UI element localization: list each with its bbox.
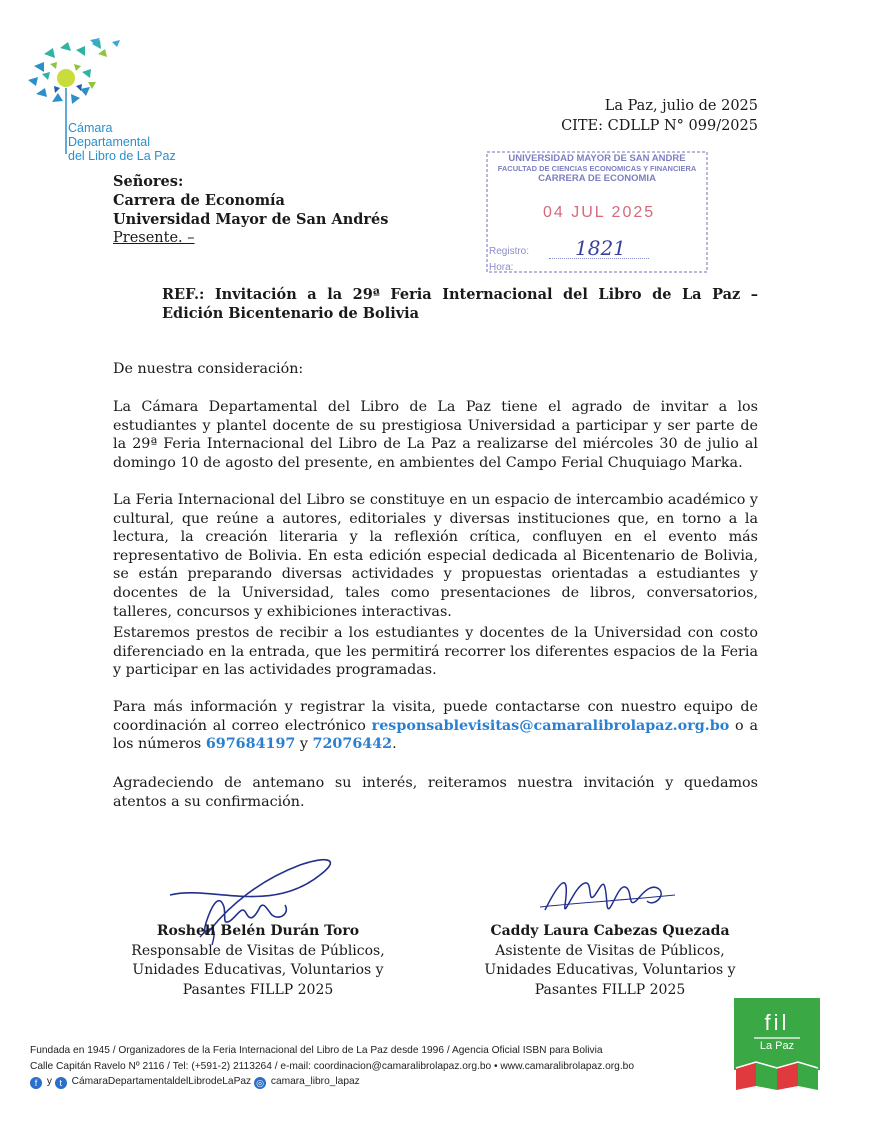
letter-header-right [561,96,758,136]
letter-footer [30,1043,720,1090]
instagram-icon[interactable]: ◎ [254,1077,266,1089]
logo-line-2: Departamental [68,135,150,149]
paragraph-3: Estaremos prestos de recibir a los estudiantes y docentes de la Universidad con costo diferenciado en la entrada, que les permitirá recorrer los diferentes espacios de la Feria y participar en las actividades programadas. [113,625,758,679]
stamp-line-2: FACULTAD DE CIENCIAS ECONOMICAS Y FINANCIERA [497,164,697,173]
signer-right-name: Caddy Laura Cabezas Quezada [490,923,730,939]
signer-left-role-3: Pasantes FILLP 2025 [182,981,334,998]
stamp-registro-value: 1821 [575,236,626,260]
footer-line-1: Fundada en 1945 / Organizadores de la Feria Internacional del Libro de La Paz desde 1996 / Agencia Oficial ISBN para Bolivia [30,1045,603,1056]
signature-block-left [118,922,398,1000]
paragraph-1: La Cámara Departamental del Libro de La Paz tiene el agrado de invitar a los estudiantes y plantel docente de su prestigiosa Universidad a participar y ser parte de la 29ª Feria Internacional del Libro de La Paz a realizarse del miércoles 30 de julio al domingo 10 de agosto del presente, en ambientes del Campo Ferial Chuquiago Marka. [113,399,758,471]
fil-la-paz-logo [734,998,820,1090]
signer-right-role-1: Asistente de Visitas de Públicos, [495,942,725,959]
p4-text-b: o a los números [113,717,758,753]
cite-number: CITE: CDLLP N° 099/2025 [561,118,758,134]
facebook-icon[interactable]: f [30,1077,42,1089]
reception-stamp [483,148,711,276]
recipient-block [113,172,388,248]
p4-text-c: y [295,736,313,753]
paragraph-5: Agradeciendo de antemano su interés, reiteramos nuestra invitación y quedamos atentos a su confirmación. [113,775,758,810]
facebook-handle[interactable]: CámaraDepartamentaldelLibrodeLaPaz [71,1076,252,1087]
reference-line: REF.: Invitación a la 29ª Feria Internacional del Libro de La Paz – Edición Bicentenario de Bolivia [162,286,758,322]
signer-left-role-2: Unidades Educativas, Voluntarios y [132,962,384,978]
p4-text-d: . [392,736,397,753]
stamp-header [491,154,703,184]
place-date: La Paz, julio de 2025 [604,98,758,114]
greeting: De nuestra consideración: [113,361,304,377]
signature-block-right [470,922,750,1000]
footer-social [30,1074,720,1090]
instagram-handle[interactable]: camara_libro_lapaz [270,1076,360,1087]
signer-left-name: Roshell Belén Durán Toro [156,923,360,939]
stamp-line-1: UNIVERSIDAD MAYOR DE SAN ANDRE [508,153,686,164]
paragraph-4 [113,698,758,754]
stamp-registro-label: Registro: [489,246,530,257]
stamp-date: 04 JUL 2025 [543,204,656,221]
fil-word: fil [764,1010,790,1035]
recipient-department: Carrera de Economía [113,192,285,209]
fil-place: La Paz [759,1040,795,1052]
social-join: y [46,1076,52,1087]
recipient-presente: Presente. – [113,230,195,246]
stamp-hora-label: Hora: [489,262,514,273]
phone-1-link[interactable]: 697684197 [205,736,296,753]
logo-line-1: Cámara [68,121,113,135]
recipient-greeting: Señores: [113,173,184,190]
signer-right-role-2: Unidades Educativas, Voluntarios y [484,962,736,978]
email-link[interactable]: responsablevisitas@camaralibrolapaz.org.bo [371,717,730,734]
p4-text-a: Para más información y registrar la visita, puede contactarse con nuestro equipo de coordinación al correo electrónico [113,699,758,734]
paragraph-2: La Feria Internacional del Libro se constituye en un espacio de intercambio académico y cultural, que reúne a autores, editoriales y diversas instituciones que, en torno a la lectura, la creación literaria y la reflexión crítica, confluyen en el evento más representativo de Bolivia. En esta edición especial dedicada al Bicentenario de Bolivia, se están preparando diversas actividades y propuestas orientadas a estudiantes y docentes de la Universidad, tales como presentaciones de libros, conversatorios, talleres, concursos y exhibiciones interactivas. [113,492,758,620]
footer-line-2: Calle Capitán Ravelo Nº 2116 / Tel: (+591-2) 2113264 / e-mail: coordinacion@camaralibrolapaz.org.bo • www.camaralibrolapaz.org.bo [30,1060,635,1072]
logo-line-3: del Libro de La Paz [68,149,176,163]
logo-wordmark [68,121,176,163]
recipient-university: Universidad Mayor de San Andrés [113,211,389,228]
signer-left-role-1: Responsable de Visitas de Públicos, [131,942,385,959]
twitter-icon[interactable]: t [55,1077,67,1089]
stamp-line-3: CARRERA DE ECONOMIA [538,173,656,184]
phone-2-link[interactable]: 72076442 [312,736,393,753]
signer-right-role-3: Pasantes FILLP 2025 [534,981,686,998]
